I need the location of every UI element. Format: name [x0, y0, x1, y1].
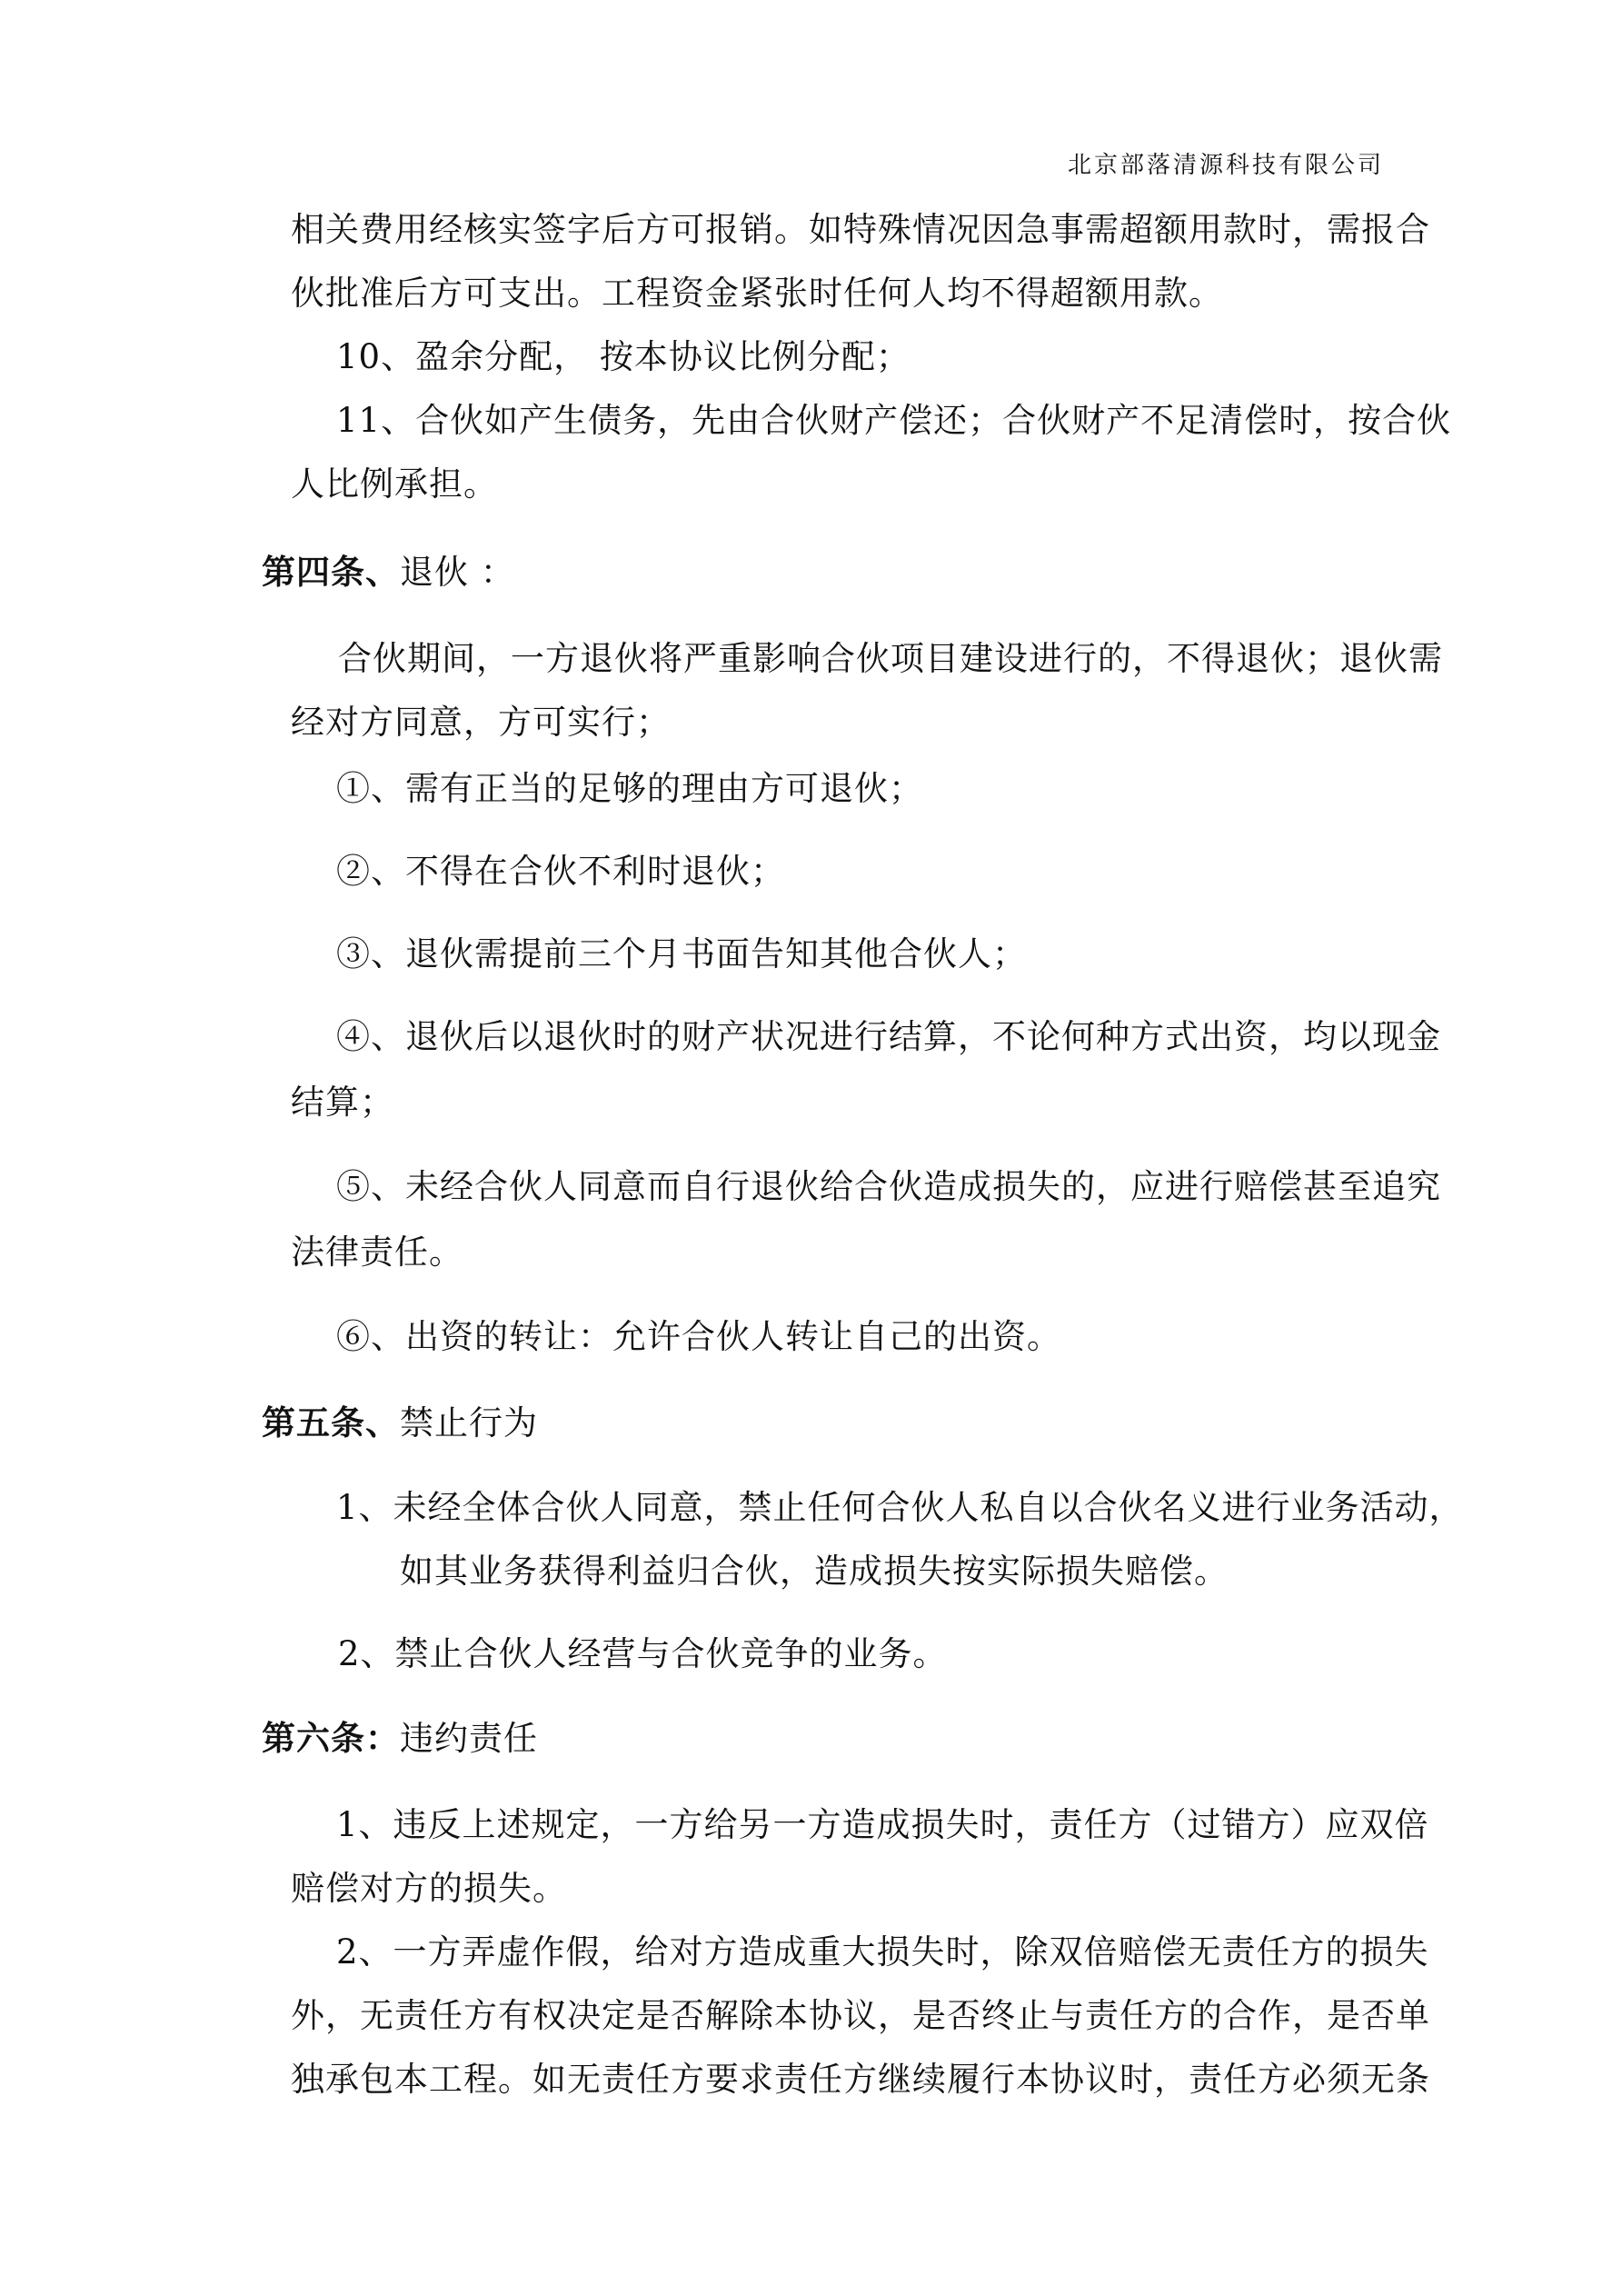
page-header-company: 北京部落清源科技有限公司	[1067, 152, 1384, 179]
clause-5-cont: 法律责任。	[291, 1233, 463, 1272]
paragraph-line: 经对方同意，方可实行；	[291, 703, 671, 742]
article-5-item-2: 2、禁止合伙人经营与合伙竞争的业务。	[338, 1634, 948, 1673]
article-6-item-2-cont: 外，无责任方有权决定是否解除本协议，是否终止与责任方的合作，是否单	[291, 1996, 1430, 2035]
article-5-item-1-cont: 如其业务获得利益归合伙，造成损失按实际损失赔偿。	[400, 1552, 1229, 1591]
paragraph-line: 相关费用经核实签字后方可报销。如特殊情况因急事需超额用款时，需报合	[291, 210, 1430, 249]
clause-6: ⑥、出资的转让：允许合伙人转让自己的出资。	[336, 1317, 1061, 1356]
article-4-heading	[262, 552, 515, 594]
article-6-item-1-cont: 赔偿对方的损失。	[291, 1869, 567, 1908]
clause-2: ②、不得在合伙不利时退伙；	[336, 852, 785, 891]
article-5-title: 禁止行为	[400, 1403, 538, 1442]
article-4-title: 退伙 ：	[400, 553, 515, 592]
list-item-10: 10、盈余分配， 按本协议比例分配；	[336, 337, 911, 376]
clause-4: ④、退伙后以退伙时的财产状况进行结算，不论何种方式出资，均以现金	[336, 1017, 1441, 1056]
article-5-item-1: 1、未经全体合伙人同意，禁止任何合伙人私自以合伙名义进行业务活动，	[336, 1488, 1464, 1527]
list-item-11-cont: 人比例承担。	[291, 464, 498, 504]
clause-3: ③、退伙需提前三个月书面告知其他合伙人；	[336, 934, 1027, 973]
list-item-11: 11、合伙如产生债务，先由合伙财产偿还；合伙财产不足清偿时，按合伙	[336, 401, 1452, 440]
clause-1: ①、需有正当的足够的理由方可退伙；	[336, 769, 923, 808]
article-6-heading	[262, 1718, 538, 1760]
article-6-number: 第六条：	[262, 1719, 400, 1758]
article-4-number: 第四条、	[262, 553, 400, 592]
paragraph-line: 伙批准后方可支出。工程资金紧张时任何人均不得超额用款。	[291, 274, 1223, 313]
clause-4-cont: 结算；	[291, 1083, 394, 1122]
article-5-heading	[262, 1403, 538, 1444]
paragraph-line: 合伙期间，一方退伙将严重影响合伙项目建设进行的，不得退伙；退伙需	[338, 639, 1443, 678]
article-6-item-1: 1、违反上述规定，一方给另一方造成损失时，责任方（过错方）应双倍	[336, 1805, 1429, 1844]
article-6-item-2-cont: 独承包本工程。如无责任方要求责任方继续履行本协议时，责任方必须无条	[291, 2060, 1430, 2099]
clause-5: ⑤、未经合伙人同意而自行退伙给合伙造成损失的，应进行赔偿甚至追究	[336, 1167, 1441, 1206]
article-6-title: 违约责任	[400, 1719, 538, 1758]
article-6-item-2: 2、一方弄虚作假，给对方造成重大损失时，除双倍赔偿无责任方的损失	[336, 1932, 1429, 1972]
article-5-number: 第五条、	[262, 1403, 400, 1442]
